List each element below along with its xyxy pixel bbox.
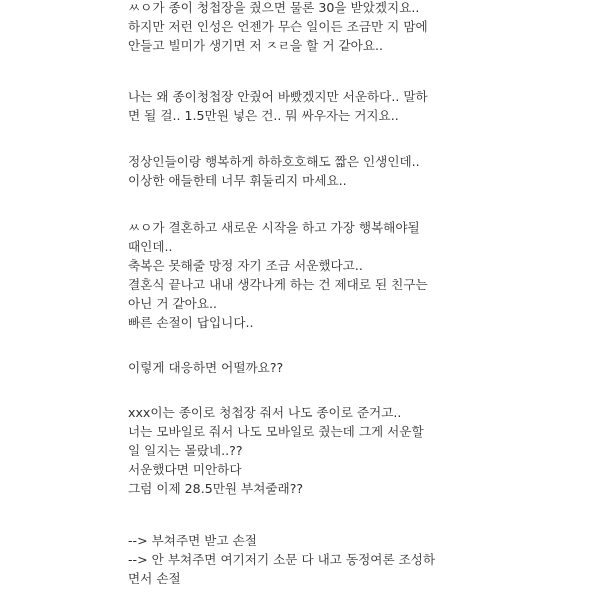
text-line: 정상인들이랑 행복하게 하하호호해도 짧은 인생인데.. xyxy=(128,154,420,169)
text-line: 안들고 빌미가 생기면 저 ㅈㄹ을 할 거 같아요.. xyxy=(128,38,384,53)
text-line: --> 부쳐주면 받고 손절 xyxy=(128,533,257,548)
text-line: 때인데.. xyxy=(128,239,173,254)
paragraph-5 xyxy=(128,358,480,377)
paragraph-2 xyxy=(128,87,480,125)
paragraph-4 xyxy=(128,218,480,332)
text-line: --> 안 부쳐주면 여기저기 소문 다 내고 동정여론 조성하 xyxy=(128,552,436,567)
text-line: 결혼식 끝나고 내내 생각나게 하는 건 제대로 된 친구는 xyxy=(128,277,428,292)
text-line: 아닌 거 같아요.. xyxy=(128,296,218,311)
paragraph-3 xyxy=(128,152,480,190)
text-line: 서운했다면 미안하다 xyxy=(128,462,242,477)
text-line: 이상한 애들한테 너무 휘둘리지 마세요.. xyxy=(128,173,347,188)
text-line: 면서 손절 xyxy=(128,571,181,586)
text-line: 빠른 손절이 답입니다.. xyxy=(128,315,254,330)
text-line: ㅆㅇ가 결혼하고 새로운 시작을 하고 가장 행복해야될 xyxy=(128,220,420,235)
text-line: 면 될 걸.. 1.5만원 넣은 건.. 뭐 싸우자는 거지요.. xyxy=(128,108,399,123)
paragraph-7 xyxy=(128,531,480,588)
text-line: 하지만 저런 인성은 언젠가 무슨 일이든 조금만 지 맘에 xyxy=(128,19,428,34)
text-line: 일 일지는 몰랐네..?? xyxy=(128,443,243,458)
text-line: 나는 왜 종이청첩장 안줬어 바빴겠지만 서운하다.. 말하 xyxy=(128,89,428,104)
text-line: 그럼 이제 28.5만원 부쳐줄래?? xyxy=(128,481,304,496)
text-line: xxx이는 종이로 청첩장 줘서 나도 종이로 준거고.. xyxy=(128,405,402,420)
text-line: 축복은 못해줄 망정 자기 조금 서운했다고.. xyxy=(128,258,363,273)
text-line: 너는 모바일로 줘서 나도 모바일로 줬는데 그게 서운할 xyxy=(128,424,424,439)
paragraph-1 xyxy=(128,0,480,55)
paragraph-6 xyxy=(128,403,480,498)
text-line: ㅆㅇ가 종이 청첩장을 줬으면 물론 30을 받았겠지요.. xyxy=(128,0,420,15)
text-line: 이렇게 대응하면 어떨까요?? xyxy=(128,360,284,375)
